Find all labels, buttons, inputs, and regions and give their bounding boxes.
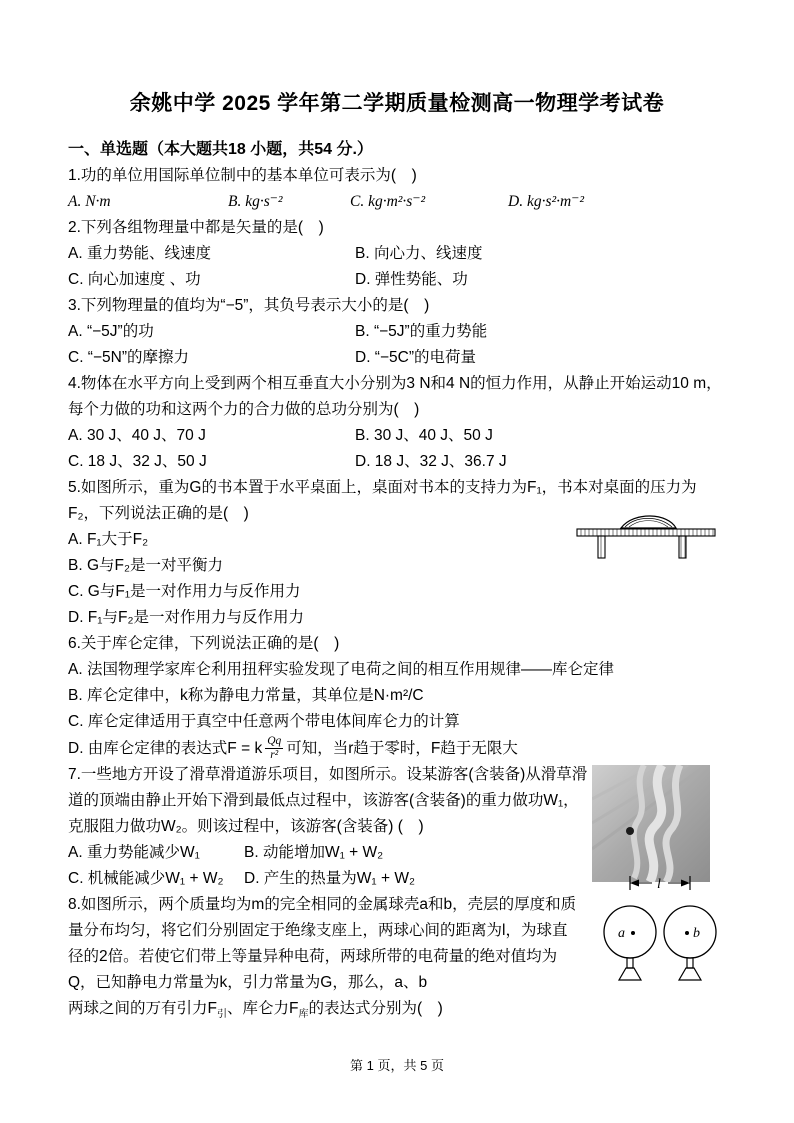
option-a: A. 30 J、40 J、70 J (68, 427, 206, 444)
question-2-text: 2.下列各组物理量中都是矢量的是( ) (68, 219, 324, 236)
option-d: D. 18 J、32 J、36.7 J (355, 453, 507, 470)
grass-slide-photo (592, 765, 710, 882)
option-c: C. kg·m²·s⁻² (350, 193, 426, 210)
exam-title: 余姚中学 2025 学年第二学期质量检测高一物理学考试卷 (129, 92, 665, 115)
option-c: C. 机械能减少W₁ + W₂ (68, 870, 224, 888)
question-1-options (68, 189, 726, 215)
question-2 (68, 215, 726, 293)
question-5-text: 5.如图所示，重为G的书本置于水平桌面上，桌面对书本的支持力为F₁，书本对桌面的压力为F₂，下列说法正确的是( ) (68, 479, 697, 522)
question-7-text: 7.一些地方开设了滑草滑道游乐项目，如图所示。设某游客(含装备)从滑草滑道的顶端由静止开始下滑到最低点过程中，该游客(含装备)的重力做功W₁，克服阻力做功W₂。则该过程中，该游客(含装备) ( ) (68, 766, 588, 836)
question-4-text: 4.物体在水平方向上受到两个相互垂直大小分别为3 N和4 N的恒力作用，从静止开始运动10 m，每个力做的功和这两个力的合力做的总功分别为( ) (68, 375, 722, 418)
sphere-a-label: a (618, 926, 625, 942)
option-a: A. 重力势能、线速度 (68, 245, 211, 262)
distance-label: l (657, 877, 661, 893)
question-6 (68, 631, 726, 762)
question-5 (68, 475, 726, 631)
question-1 (68, 163, 726, 215)
book-on-table-figure (576, 503, 716, 563)
option-d: D. kg·s²·m⁻² (508, 193, 585, 210)
question-3-text: 3.下列物理量的值均为“−5”，其负号表示大小的是( ) (68, 297, 430, 314)
option-b: B. 动能增加W₁ + W₂ (244, 844, 384, 862)
option-c: C. G与F₁是一对作用力与反作用力 (68, 583, 301, 600)
option-a: A. F₁大于F₂ (68, 531, 149, 548)
option-d: D. 弹性势能、功 (355, 271, 468, 288)
question-4 (68, 371, 726, 475)
option-a: A. 重力势能减少W₁ (68, 844, 200, 862)
question-1-text: 1.功的单位用国际单位制中的基本单位可表示为( ) (68, 167, 417, 184)
option-b: B. 向心力、线速度 (355, 245, 483, 262)
option-b: B. 30 J、40 J、50 J (355, 427, 493, 444)
option-d: D. “−5C”的电荷量 (355, 349, 476, 366)
option-c: C. 向心加速度 、功 (68, 271, 201, 288)
page-footer: 第 1 页，共 5 页 (350, 1058, 444, 1073)
option-d: D. F₁与F₂是一对作用力与反作用力 (68, 609, 304, 626)
option-b: B. G与F₂是一对平衡力 (68, 557, 223, 574)
option-b: B. “−5J”的重力势能 (355, 323, 488, 340)
option-c: C. 18 J、32 J、50 J (68, 453, 207, 470)
option-c: C. “−5N”的摩擦力 (68, 349, 189, 366)
option-d: D. 产生的热量为W₁ + W₂ (244, 870, 415, 888)
option-b: B. 库仑定律中，k称为静电力常量，其单位是N·m²/C (68, 687, 424, 704)
option-a: A. 法国物理学家库仑利用扭秤实验发现了电荷之间的相互作用规律——库仑定律 (68, 661, 614, 678)
charged-spheres-figure (602, 868, 720, 992)
question-3 (68, 293, 726, 371)
option-d: D. 由库仑定律的表达式F = k $\frac{Qq}{\text{r²}}$ 可知，当r趋于零时，F趋于无限大 (68, 735, 518, 762)
option-c: C. 库仑定律适用于真空中任意两个带电体间库仑力的计算 (68, 713, 460, 730)
question-8-tail: 两球之间的万有引力$F_引$、库仑力$F_库$的表达式分别为( ) (68, 1000, 443, 1021)
question-8-text: 8.如图所示，两个质量均为m的完全相同的金属球壳a和b，壳层的厚度和质量分布均匀，将它们分别固定于绝缘支座上，两球心间的距离为l，为球直径的2倍。若使它们带上等量异种电荷，两球所带的电荷量的绝对值均为Q，已知静电力常量为k，引力常量为G，那么，a、b (68, 896, 577, 992)
subscript-ku: 库 (298, 1009, 309, 1021)
question-6-text: 6.关于库仑定律，下列说法正确的是( ) (68, 635, 340, 652)
sphere-b-label: b (693, 926, 700, 942)
coulomb-formula-fraction: $\frac{Qq}{\text{r²}}$ (267, 735, 282, 762)
option-a: A. “−5J”的功 (68, 323, 154, 340)
option-a: A. N·m (68, 193, 111, 210)
option-b: B. kg·s⁻² (228, 193, 283, 210)
section-heading: 一、单选题（本大题共18 小题，共54 分.） (68, 141, 373, 158)
subscript-yin: 引 (216, 1009, 227, 1021)
